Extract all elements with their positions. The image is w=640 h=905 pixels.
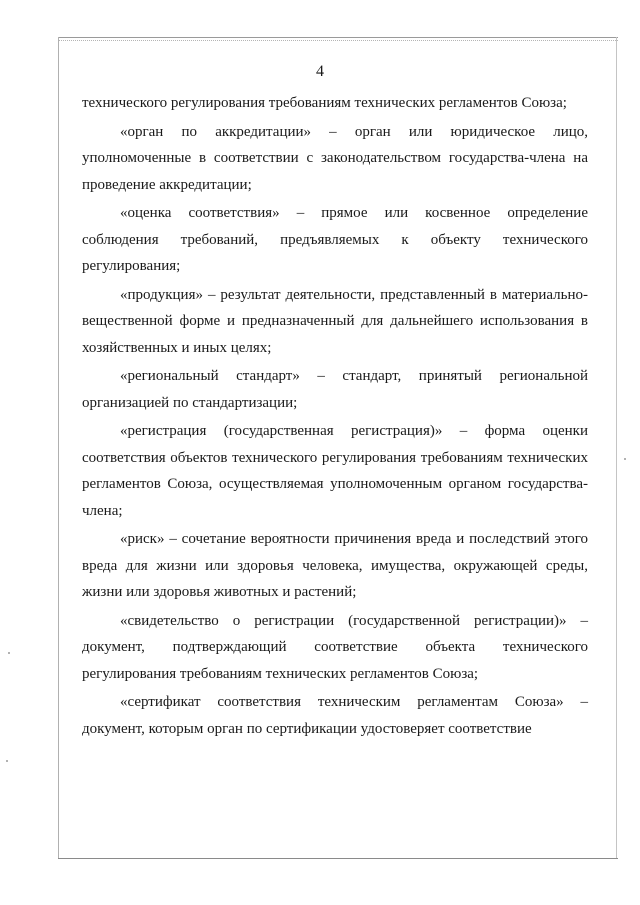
definition-sertifikat-sootvetstviya: «сертификат соответствия техническим регламентам Союза» – документ, которым орган по сертификации удостоверяет соответствие <box>82 694 588 737</box>
scan-border-right <box>616 37 617 858</box>
scan-border-top-inner <box>58 40 618 41</box>
definition-risk: «риск» – сочетание вероятности причинения вреда и последствий этого вреда для жизни или здоровья человека, имущества, окружающей среды, жизни или здоровья животных и растений; <box>82 531 588 600</box>
scan-speck <box>624 458 626 460</box>
definition-regionalnyi-standart: «региональный стандарт» – стандарт, принятый региональной организацией по стандартизации; <box>82 368 588 411</box>
page-number: 4 <box>316 63 324 80</box>
definition-otsenka-sootvetstviya: «оценка соответствия» – прямое или косвенное определение соблюдения требований, предъявляемых к объекту технического регулирования; <box>82 205 588 274</box>
document-body <box>82 90 588 744</box>
paragraph: технического регулирования требованиям технических регламентов Союза; <box>82 95 567 111</box>
scan-border-bottom <box>58 858 618 859</box>
scan-border-top <box>58 37 618 38</box>
definition-produktsiya: «продукция» – результат деятельности, представленный в материально-вещественной форме и предназначенный для дальнейшего использования в хозяйственных и иных целях; <box>82 286 588 356</box>
definition-organ-po-akkreditatsii: «орган по аккредитации» – орган или юридическое лицо, уполномоченные в соответствии с законодательством государства-члена на проведение аккредитации; <box>82 123 588 193</box>
scan-border-left <box>58 37 59 858</box>
definition-registratsiya: «регистрация (государственная регистрация)» – форма оценки соответствия объектов технического регулирования требованиям технических регламентов Союза, осуществляемая уполномоченным органом государства-члена; <box>82 423 588 519</box>
definition-svidetelstvo-o-registratsii: «свидетельство о регистрации (государственной регистрации)» – документ, подтверждающий соответствие объекта технического регулирования требованиям технических регламентов Союза; <box>82 612 588 682</box>
scan-speck <box>6 760 8 762</box>
scan-speck <box>8 652 10 654</box>
